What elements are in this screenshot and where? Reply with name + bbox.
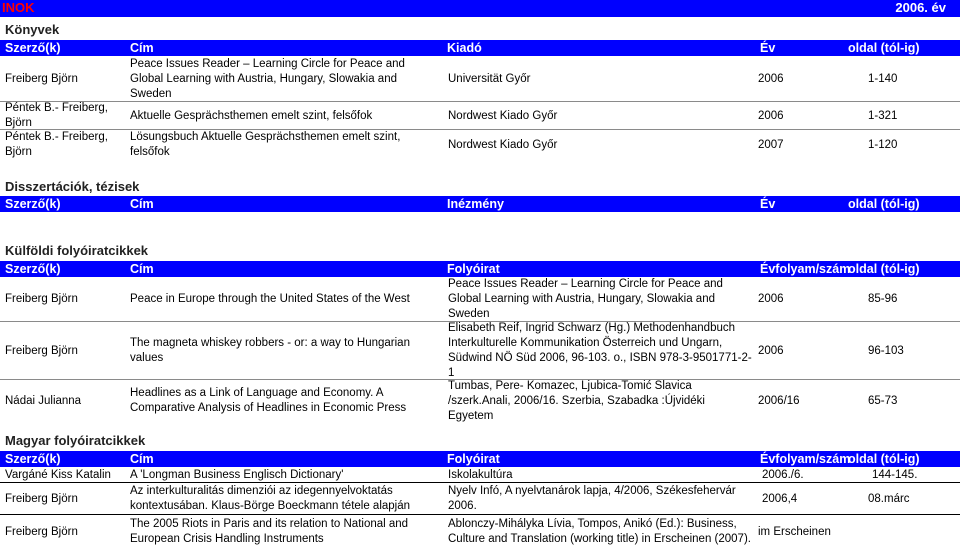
cell-author: Freiberg Björn (5, 344, 78, 357)
col-header: Inézmény (447, 197, 504, 211)
cell-pages: 1-321 (868, 109, 898, 122)
cell-title: Lösungsbuch Aktuelle Gesprächsthemen emelt szint, felsőfok (130, 131, 401, 158)
col-header: oldal (tól-ig) (848, 452, 920, 466)
cell-pages: 1-140 (868, 72, 898, 85)
cell-author: Péntek B.- Freiberg, Björn (5, 131, 108, 158)
cell-pages: 144-145. (872, 468, 918, 481)
col-header: Cím (130, 197, 154, 211)
table-row (0, 467, 960, 483)
cell-journal: Elisabeth Reif, Ingrid Schwarz (Hg.) Methodenhandbuch Interkulturelle Kommunikation Österreich und Ungarn, Südwind NÖ Süd 2006, 96-103. o., ISBN 978-3-9501771-2-1 (448, 322, 752, 379)
theses-header (0, 196, 960, 212)
cell-volume: 2006/16 (758, 394, 800, 407)
cell-title: Peace in Europe through the United States of the West (130, 292, 410, 305)
cell-title: Headlines as a Link of Language and Economy. A Comparative Analysis of Headlines in Economic Press (130, 387, 407, 414)
table-row (0, 321, 960, 379)
cell-title: Aktuelle Gesprächsthemen emelt szint, felsőfok (130, 109, 373, 122)
col-header: oldal (tól-ig) (848, 41, 920, 55)
section-title-foreign: Külföldi folyóiratcikkek (5, 243, 149, 258)
cell-author: Freiberg Björn (5, 492, 78, 505)
col-header: oldal (tól-ig) (848, 197, 920, 211)
cell-author: Freiberg Björn (5, 525, 78, 538)
col-header: Szerző(k) (5, 452, 61, 466)
cell-author: Freiberg Björn (5, 292, 78, 305)
col-header: Folyóirat (447, 452, 500, 466)
col-header: Kiadó (447, 41, 482, 55)
cell-pages: 65-73 (868, 394, 898, 407)
cell-author: Péntek B.- Freiberg, Björn (5, 102, 108, 129)
hungarian-header (0, 451, 960, 467)
cell-author: Nádai Julianna (5, 394, 82, 407)
cell-title: A 'Longman Business Englisch Dictionary' (130, 468, 344, 481)
col-header: Cím (130, 41, 154, 55)
col-header: Szerző(k) (5, 262, 61, 276)
section-title-hungarian: Magyar folyóiratcikkek (5, 433, 146, 448)
table-row (0, 57, 960, 101)
cell-publisher: Nordwest Kiado Győr (448, 138, 558, 151)
year-label: 2006. év (895, 0, 946, 15)
cell-journal: Iskolakultúra (448, 468, 513, 481)
cell-journal: Ablonczy-Mihályka Lívia, Tompos, Anikó (Ed.): Business, Culture and Translation (working title) in Erscheinen (2007). (448, 518, 751, 545)
cell-author: Freiberg Björn (5, 72, 78, 85)
col-header: Évfolyam/szám (760, 262, 851, 276)
cell-title: Peace Issues Reader – Learning Circle for Peace and Global Learning with Austria, Hungary, Slowakia and Sweden (130, 57, 405, 100)
cell-publisher: Universität Győr (448, 72, 531, 85)
cell-year: 2007 (758, 138, 784, 151)
cell-pages: 1-120 (868, 138, 898, 151)
books-header (0, 40, 960, 56)
cell-author: Vargáné Kiss Katalin (5, 468, 111, 481)
col-header: oldal (tól-ig) (848, 262, 920, 276)
top-left-label: INOK (2, 0, 35, 15)
cell-volume: 2006,4 (762, 492, 798, 505)
cell-pages (868, 515, 948, 549)
col-header: Év (760, 197, 776, 211)
cell-publisher: Nordwest Kiado Győr (448, 109, 558, 122)
top-bar (0, 0, 960, 17)
cell-year: 2006 (758, 72, 784, 85)
cell-volume: 2006 (758, 292, 784, 305)
cell-pages: 96-103 (868, 344, 904, 357)
section-title-books: Könyvek (5, 22, 60, 37)
cell-pages: 85-96 (868, 292, 898, 305)
cell-year: 2006 (758, 109, 784, 122)
col-header: Évfolyam/szám (760, 452, 851, 466)
foreign-header (0, 261, 960, 277)
cell-title: The magneta whiskey robbers - or: a way to Hungarian values (130, 337, 410, 364)
table-row (0, 277, 960, 321)
cell-volume: 2006 (758, 344, 784, 357)
cell-journal: Nyelv Infó, A nyelvtanárok lapja, 4/2006, Székesfehervár 2006. (448, 485, 736, 512)
cell-journal: Peace Issues Reader – Learning Circle for Peace and Global Learning with Austria, Hungary, Slowakia and Sweden (448, 277, 723, 320)
table-row (0, 101, 960, 129)
table-row (0, 129, 960, 159)
cell-title: Az interkulturalitás dimenziói az idegennyelvoktatás kontextusában. Klaus-Börge Boeckmann tétele alapján (130, 485, 411, 512)
cell-volume: 2006./6. (762, 468, 804, 481)
col-header: Cím (130, 262, 154, 276)
cell-title: The 2005 Riots in Paris and its relation to National and European Crisis Handling Instruments (130, 518, 409, 545)
section-title-theses: Disszertációk, tézisek (5, 179, 140, 194)
cell-pages: 08.márc (868, 492, 910, 505)
col-header: Cím (130, 452, 154, 466)
cell-volume: im Erscheinen (758, 525, 831, 538)
col-header: Év (760, 41, 776, 55)
col-header: Szerző(k) (5, 41, 61, 55)
col-header: Szerző(k) (5, 197, 61, 211)
col-header: Folyóirat (447, 262, 500, 276)
table-row (0, 515, 960, 549)
table-row (0, 483, 960, 515)
table-row (0, 379, 960, 421)
cell-journal: Tumbas, Pere- Komazec, Ljubica-Tomić Slavica /szerk.Anali, 2006/16. Szerbia, Szabadka :Újvidéki Egyetem (448, 379, 705, 422)
